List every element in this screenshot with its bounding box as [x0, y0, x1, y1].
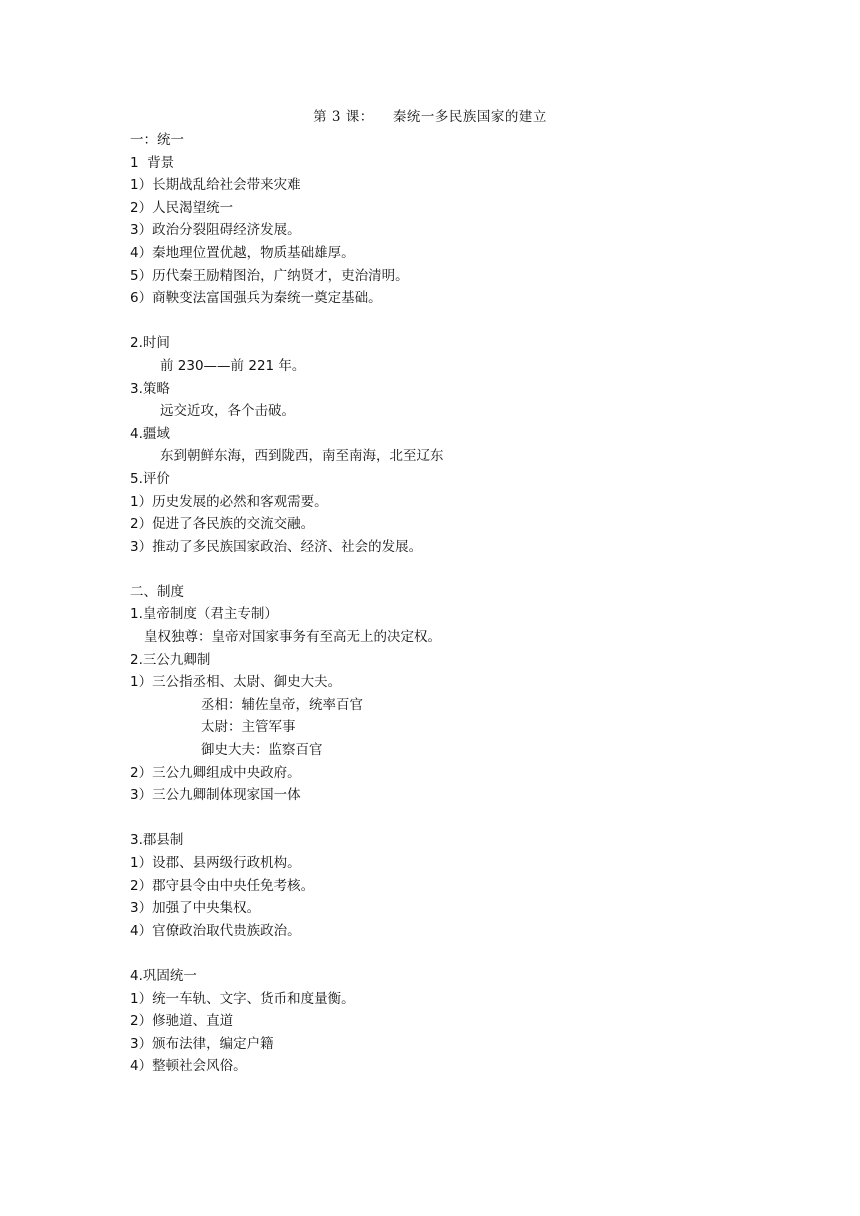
list-item: 4）秦地理位置优越，物质基础雄厚。: [130, 244, 355, 261]
list-item: 3）颁布法律，编定户籍: [130, 1035, 274, 1052]
list-item: 4）整顿社会风俗。: [130, 1058, 247, 1075]
list-item: 2）人民渴望统一: [130, 199, 234, 216]
paragraph: 前 230——前 221 年。: [160, 357, 306, 374]
list-item: 6）商鞅变法富国强兵为秦统一奠定基础。: [130, 290, 382, 307]
subsection-heading: 3.郡县制: [130, 832, 184, 849]
list-item: 5）历代秦王励精图治，广纳贤才，吏治清明。: [130, 267, 409, 284]
paragraph: 东到朝鲜东海，西到陇西，南至南海，北至辽东: [160, 448, 444, 465]
paragraph: 皇权独尊：皇帝对国家事务有至高无上的决定权。: [144, 629, 441, 646]
list-item: 2）郡守县令由中央任免考核。: [130, 877, 315, 894]
section-heading: 一：统一: [130, 132, 184, 148]
list-item: 3）推动了多民族国家政治、经济、社会的发展。: [130, 538, 423, 555]
subsection-heading: 4.疆域: [130, 425, 170, 442]
blank-line: [130, 942, 750, 965]
blank-line: [130, 310, 750, 333]
section-heading: 二、制度: [130, 583, 184, 600]
document-body: [130, 129, 750, 1078]
subsection-heading: 5.评价: [130, 470, 170, 487]
list-item: 4）官僚政治取代贵族政治。: [130, 922, 301, 939]
list-item: 1）三公指丞相、太尉、御史大夫。: [130, 674, 342, 691]
subsection-heading: 3.策略: [130, 380, 170, 397]
list-item: 1）统一车轨、文字、货币和度量衡。: [130, 990, 355, 1007]
list-item: 1）长期战乱给社会带来灾难: [130, 177, 301, 194]
list-item: 1）历史发展的必然和客观需要。: [130, 493, 328, 510]
paragraph: 远交近攻，各个击破。: [160, 403, 295, 420]
blank-line: [130, 807, 750, 830]
list-item: 2）修驰道、直道: [130, 1013, 234, 1030]
list-item: 1）设郡、县两级行政机构。: [130, 855, 301, 871]
list-item: 3）加强了中央集权。: [130, 900, 261, 917]
page-title: 第 3 课： 秦统一多民族国家的建立: [313, 109, 547, 125]
list-item: 2）三公九卿组成中央政府。: [130, 764, 301, 781]
list-item: 2）促进了各民族的交流交融。: [130, 516, 315, 533]
subsection-heading: 1.皇帝制度（君主专制）: [130, 606, 278, 623]
detail-item: 太尉：主管军事: [201, 719, 296, 736]
detail-item: 丞相：辅佐皇帝，统率百官: [201, 696, 363, 713]
blank-line: [130, 558, 750, 581]
detail-item: 御史大夫：监察百官: [201, 742, 323, 759]
subsection-heading: 4.巩固统一: [130, 967, 197, 984]
subsection-heading: 1 背景: [130, 154, 175, 171]
subsection-heading: 2.时间: [130, 335, 170, 352]
subsection-heading: 2.三公九卿制: [130, 651, 211, 668]
list-item: 3）政治分裂阻碍经济发展。: [130, 222, 301, 239]
list-item: 3）三公九卿制体现家国一体: [130, 787, 301, 804]
